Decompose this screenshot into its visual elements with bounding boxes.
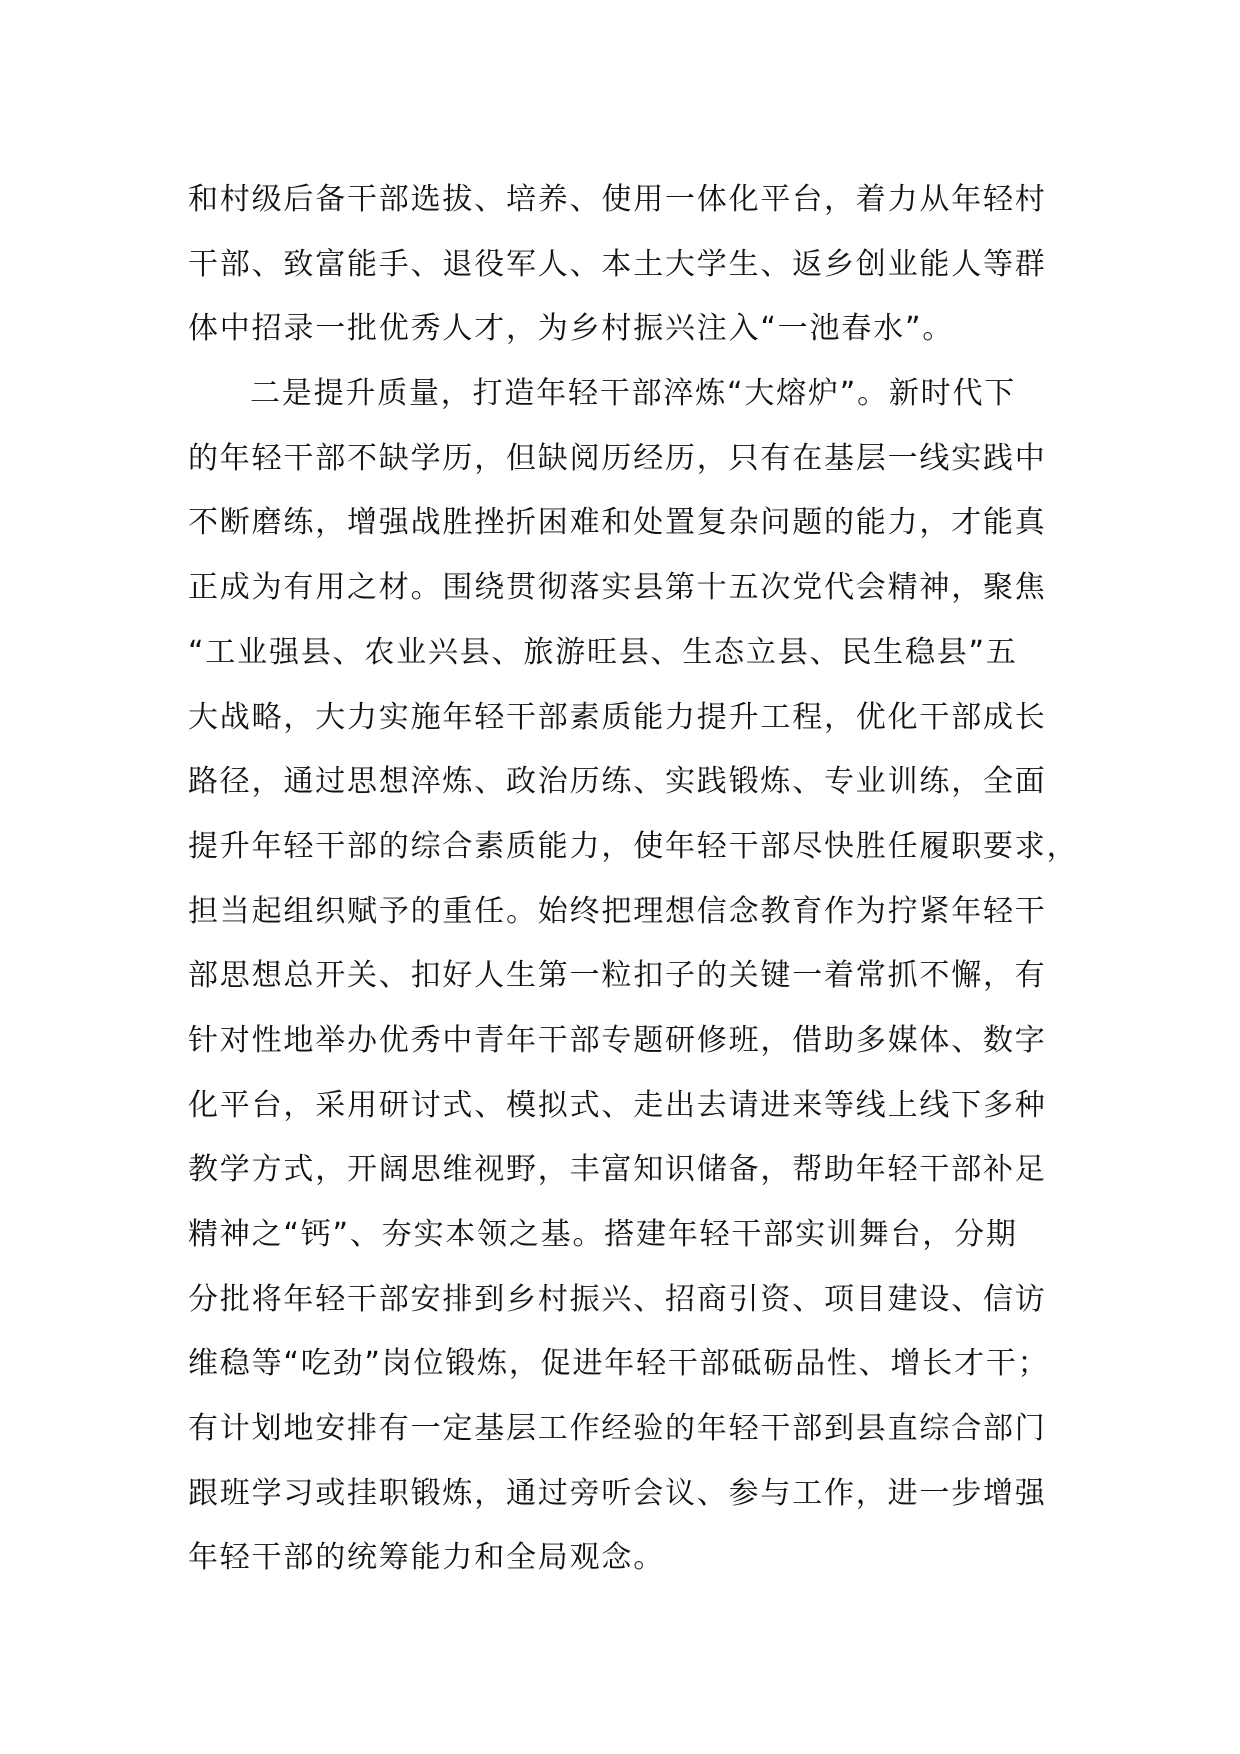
text-line: 分批将年轻干部安排到乡村振兴、招商引资、项目建设、信访: [188, 1281, 1047, 1317]
text-line: 化平台，采用研讨式、模拟式、走出去请进来等线上线下多种: [188, 1087, 1047, 1123]
text-line: 年轻干部的统筹能力和全局观念。: [188, 1540, 665, 1576]
text-line: 二是提升质量，打造年轻干部淬炼“大熔炉”。新时代下: [250, 376, 1017, 412]
text-line: 教学方式，开阔思维视野，丰富知识储备，帮助年轻干部补足: [188, 1152, 1047, 1188]
text-line: 有计划地安排有一定基层工作经验的年轻干部到县直综合部门: [188, 1411, 1047, 1447]
text-line: 路径，通过思想淬炼、政治历练、实践锻炼、专业训练，全面: [188, 764, 1047, 800]
body-text: [188, 168, 1088, 1591]
text-line: 维稳等“吃劲”岗位锻炼，促进年轻干部砥砺品性、增长才干；: [188, 1346, 1050, 1382]
text-line: 正成为有用之材。围绕贯彻落实县第十五次党代会精神，聚焦: [188, 570, 1047, 606]
text-line: 提升年轻干部的综合素质能力，使年轻干部尽快胜任履职要求，: [188, 828, 1079, 864]
text-line: “工业强县、农业兴县、旅游旺县、生态立县、民生稳县”五: [188, 634, 1018, 670]
text-line: 针对性地举办优秀中青年干部专题研修班，借助多媒体、数字: [188, 1022, 1047, 1058]
text-line: 不断磨练，增强战胜挫折困难和处置复杂问题的能力，才能真: [188, 505, 1047, 541]
text-line: 部思想总开关、扣好人生第一粒扣子的关键一着常抓不懈，有: [188, 958, 1047, 994]
text-line: 体中招录一批优秀人才，为乡村振兴注入“一池春水”。: [188, 311, 955, 347]
text-line: 和村级后备干部选拔、培养、使用一体化平台，着力从年轻村: [188, 182, 1047, 217]
text-line: 大战略，大力实施年轻干部素质能力提升工程，优化干部成长: [188, 699, 1047, 735]
text-line: 担当起组织赋予的重任。始终把理想信念教育作为拧紧年轻干: [188, 893, 1047, 929]
text-line: 精神之“钙”、夯实本领之基。搭建年轻干部实训舞台，分期: [188, 1217, 1018, 1252]
text-line: 干部、致富能手、退役军人、本土大学生、返乡创业能人等群: [188, 246, 1047, 282]
text-line: 的年轻干部不缺学历，但缺阅历经历，只有在基层一线实践中: [188, 440, 1047, 476]
text-line: 跟班学习或挂职锻炼，通过旁听会议、参与工作，进一步增强: [188, 1475, 1047, 1511]
